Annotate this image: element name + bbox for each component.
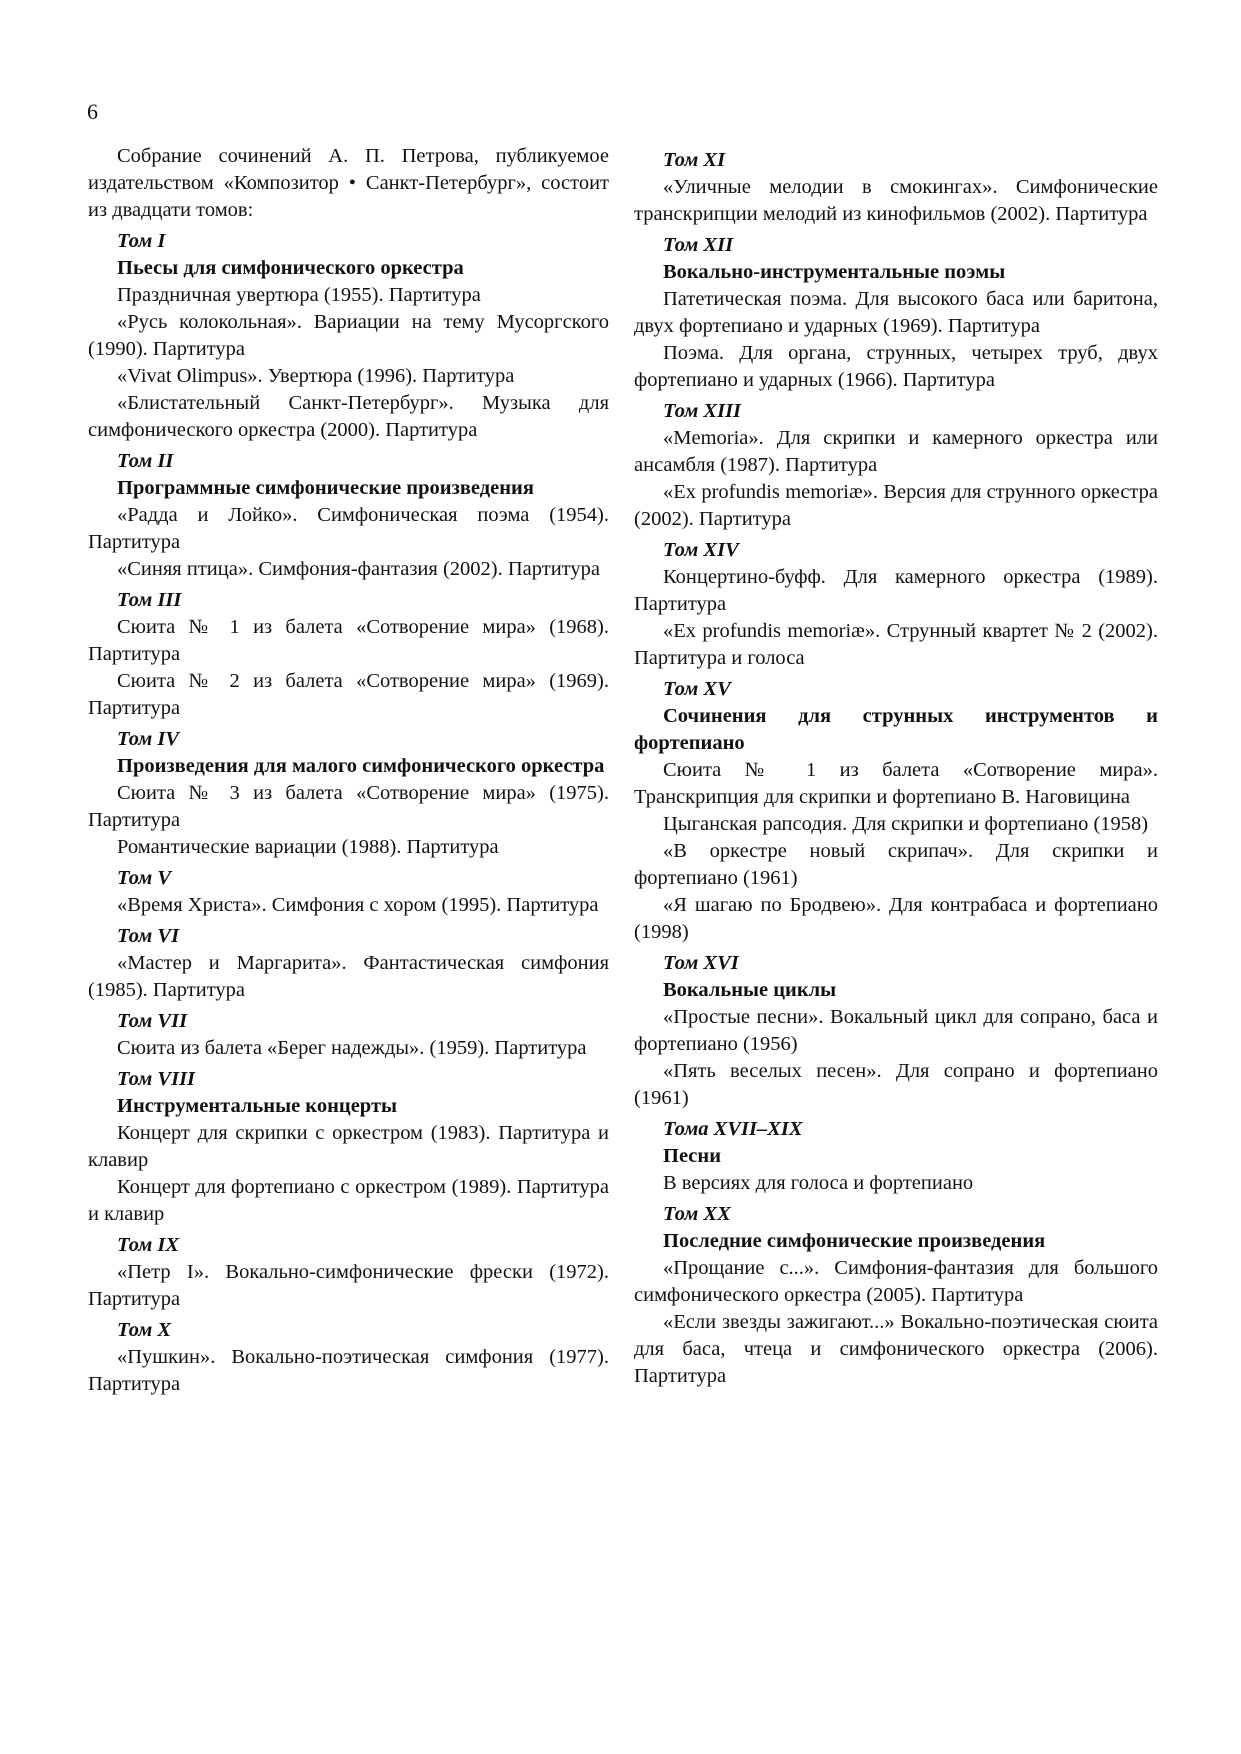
volume-heading: Том XIV — [663, 539, 739, 561]
volume-entry: «Блистательный Санкт-Петербург». Музыка для симфонического оркестра (2000). Партитура — [88, 392, 609, 441]
volume-block — [634, 533, 1158, 672]
volume-block — [88, 1313, 609, 1398]
volume-heading: Том VI — [117, 925, 180, 947]
volume-entry: «Если звезды зажигают...» Вокально-поэтическая сюита для баса, чтеца и симфонического оркестра (2006). Партитура — [634, 1311, 1158, 1387]
volume-heading: Тома XVII–XIX — [663, 1118, 803, 1140]
volume-entry: В версиях для голоса и фортепиано — [663, 1172, 974, 1194]
volume-block — [88, 1062, 609, 1228]
volume-entry: «В оркестре новый скрипач». Для скрипки и фортепиано (1961) — [634, 840, 1158, 889]
volume-entry: Концертино-буфф. Для камерного оркестра (1989). Партитура — [634, 566, 1158, 615]
volume-heading: Том VIII — [117, 1068, 196, 1090]
volume-heading: Том IV — [117, 728, 180, 750]
volume-heading: Том XVI — [663, 952, 739, 974]
volume-heading: Том X — [117, 1319, 172, 1341]
volume-title: Вокальные циклы — [663, 979, 837, 1001]
volume-entry: «Уличные мелодии в смокингах». Симфонические транскрипции мелодий из кинофильмов (2002). Партитура — [634, 176, 1158, 225]
volume-entry: Сюита № 1 из балета «Сотворение мира». Транскрипция для скрипки и фортепиано В. Наговицина — [634, 759, 1158, 808]
volume-entry: «Vivat Olimpus». Увертюра (1996). Партитура — [117, 365, 515, 387]
volume-title: Инструментальные концерты — [117, 1095, 398, 1117]
volume-block — [88, 583, 609, 722]
volume-block — [634, 946, 1158, 1112]
volume-entry: Романтические вариации (1988). Партитура — [117, 836, 499, 858]
volume-entry: «Пять веселых песен». Для сопрано и фортепиано (1961) — [634, 1060, 1158, 1109]
volume-entry: Концерт для скрипки с оркестром (1983). Партитура и клавир — [88, 1122, 609, 1171]
volume-entry: «Мастер и Маргарита». Фантастическая симфония (1985). Партитура — [88, 952, 609, 1001]
volume-entry: Концерт для фортепиано с оркестром (1989). Партитура и клавир — [88, 1176, 609, 1225]
volume-block — [88, 444, 609, 583]
volume-heading: Том III — [117, 589, 182, 611]
volume-entry: Сюита № 1 из балета «Сотворение мира» (1968). Партитура — [88, 616, 609, 665]
volume-entry: «Время Христа». Симфония с хором (1995). Партитура — [117, 894, 599, 916]
volume-entry: «Memoria». Для скрипки и камерного оркестра или ансамбля (1987). Партитура — [634, 427, 1158, 476]
volume-entry: «Я шагаю по Бродвею». Для контрабаса и фортепиано (1998) — [634, 894, 1158, 943]
volume-entry: «Радда и Лойко». Симфоническая поэма (1954). Партитура — [88, 504, 609, 553]
volume-title: Песни — [663, 1145, 722, 1167]
volume-entry: «Синяя птица». Симфония-фантазия (2002). Партитура — [117, 558, 600, 580]
volume-heading: Том I — [117, 230, 166, 252]
volume-block — [634, 394, 1158, 533]
left-volume-list — [88, 224, 609, 1398]
volume-entry: «Ex profundis memoriæ». Струнный квартет № 2 (2002). Партитура и голоса — [634, 620, 1158, 669]
volume-block — [634, 1112, 1158, 1197]
volume-heading: Том XV — [663, 678, 731, 700]
volume-entry: Сюита № 2 из балета «Сотворение мира» (1969). Партитура — [88, 670, 609, 719]
volume-block — [634, 228, 1158, 394]
volume-entry: «Простые песни». Вокальный цикл для сопрано, баса и фортепиано (1956) — [634, 1006, 1158, 1055]
volume-block — [634, 672, 1158, 946]
volume-block — [88, 861, 609, 919]
volume-title: Вокально-инструментальные поэмы — [663, 261, 1006, 283]
volume-title: Сочинения для струнных инструментов и фортепиано — [634, 705, 1158, 754]
volume-heading: Том V — [117, 867, 172, 889]
volume-entry: «Русь колокольная». Вариации на тему Мусоргского (1990). Партитура — [88, 311, 609, 360]
volume-block — [634, 1197, 1158, 1390]
volume-title: Программные симфонические произведения — [117, 477, 534, 499]
volume-entry: Патетическая поэма. Для высокого баса или баритона, двух фортепиано и ударных (1969). Партитура — [634, 288, 1158, 337]
left-column — [88, 143, 609, 1398]
volume-title: Последние симфонические произведения — [663, 1230, 1046, 1252]
volume-entry: Цыганская рапсодия. Для скрипки и фортепиано (1958) — [663, 813, 1149, 835]
volume-entry: Поэма. Для органа, струнных, четырех труб, двух фортепиано и ударных (1966). Партитура — [634, 342, 1158, 391]
volume-heading: Том II — [117, 450, 174, 472]
volume-block — [88, 1004, 609, 1062]
volume-entry: Сюита из балета «Берег надежды». (1959). Партитура — [117, 1037, 587, 1059]
page-number: 6 — [87, 99, 98, 124]
volume-block — [88, 224, 609, 444]
volume-entry: Праздничная увертюра (1955). Партитура — [117, 284, 481, 306]
volume-entry: «Петр I». Вокально-симфонические фрески (1972). Партитура — [88, 1261, 609, 1310]
volume-heading: Том XII — [663, 234, 734, 256]
volume-entry: «Прощание с...». Симфония-фантазия для большого симфонического оркестра (2005). Партитура — [634, 1257, 1158, 1306]
right-column — [634, 143, 1158, 1390]
right-volume-list — [634, 143, 1158, 1390]
volume-title: Пьесы для симфонического оркестра — [117, 257, 464, 279]
volume-heading: Том XIII — [663, 400, 742, 422]
volume-entry: «Ex profundis memoriæ». Версия для струнного оркестра (2002). Партитура — [634, 481, 1158, 530]
intro-paragraph: Собрание сочинений А. П. Петрова, публикуемое издательством «Композитор • Санкт-Петербург», состоит из двадцати томов: — [88, 145, 609, 221]
volume-block — [88, 722, 609, 861]
volume-block — [88, 919, 609, 1004]
volume-entry: Сюита № 3 из балета «Сотворение мира» (1975). Партитура — [88, 782, 609, 831]
volume-title: Произведения для малого симфонического оркестра — [117, 755, 605, 777]
volume-heading: Том VII — [117, 1010, 188, 1032]
volume-heading: Том IX — [117, 1234, 180, 1256]
volume-block — [88, 1228, 609, 1313]
volume-block — [634, 143, 1158, 228]
volume-entry: «Пушкин». Вокально-поэтическая симфония (1977). Партитура — [88, 1346, 609, 1395]
volume-heading: Том XX — [663, 1203, 731, 1225]
volume-heading: Том XI — [663, 149, 726, 171]
